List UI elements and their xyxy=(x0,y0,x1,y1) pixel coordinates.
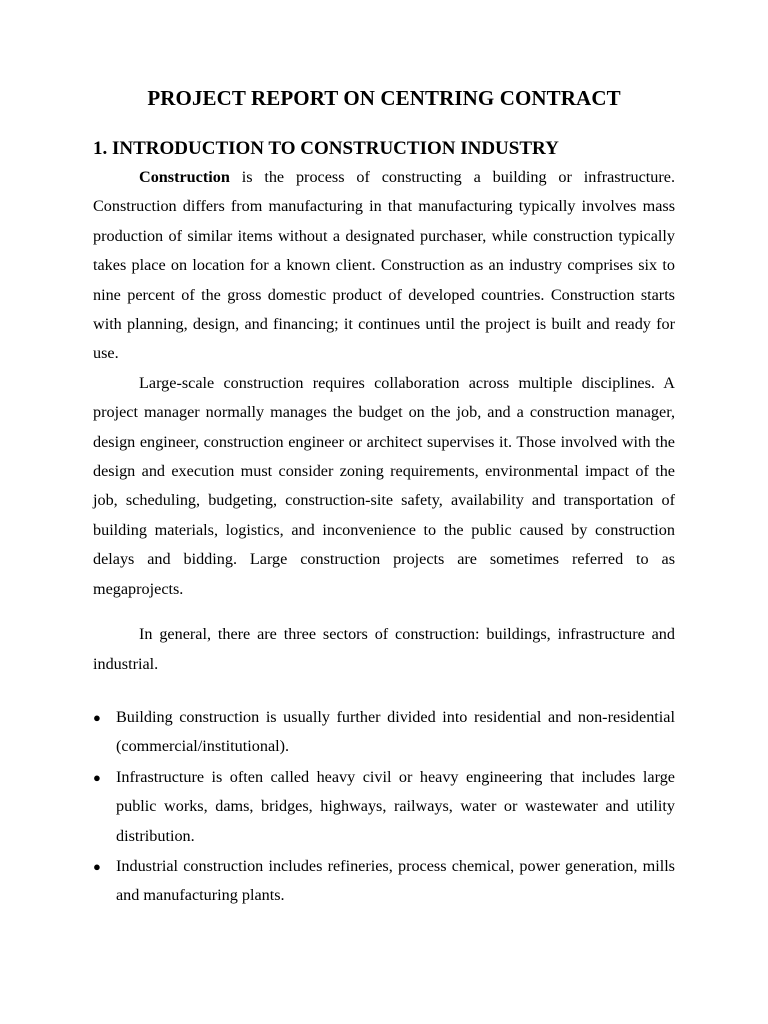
paragraph-sectors: In general, there are three sectors of construction: buildings, infrastructure and industrial. xyxy=(93,625,675,673)
bullet-icon: ● xyxy=(93,858,101,874)
list-item-text: Industrial construction includes refineries, process chemical, power generation, mills and manufacturing plants. xyxy=(116,856,675,905)
paragraph-intro xyxy=(93,163,675,369)
sectors-list xyxy=(93,703,675,911)
paragraph-intro-text: is the process of constructing a building or infrastructure. Construction differs from manufacturing in that manufacturing typically involves mass production of similar items without a designated purchaser, while construction typically takes place on location for a known client. Construction as an industry comprises six to nine percent of the gross domestic product of developed countries. Construction starts with planning, design, and financing; it continues until the project is built and ready for use. xyxy=(93,168,675,363)
list-item xyxy=(93,763,675,851)
document-title: PROJECT REPORT ON CENTRING CONTRACT xyxy=(147,86,621,110)
paragraph-large-scale: Large-scale construction requires collaboration across multiple disciplines. A project manager normally manages the budget on the job, and a construction manager, design engineer, construction engineer or architect supervises it. Those involved with the design and execution must consider zoning requirements, environmental impact of the job, scheduling, budgeting, construction-site safety, availability and transportation of building materials, logistics, and inconvenience to the public caused by construction delays and bidding. Large construction projects are sometimes referred to as megaprojects. xyxy=(93,373,675,598)
bullet-icon: ● xyxy=(93,709,101,725)
list-item-text: Infrastructure is often called heavy civil or heavy engineering that includes large public works, dams, bridges, highways, railways, water or wastewater and utility distribution. xyxy=(116,767,675,845)
list-item xyxy=(93,703,675,762)
section-heading: 1. INTRODUCTION TO CONSTRUCTION INDUSTRY xyxy=(93,138,559,159)
bullet-icon: ● xyxy=(93,769,101,785)
list-item-text: Building construction is usually further divided into residential and non-residential (commercial/institutional). xyxy=(116,707,675,756)
bold-lead-term: Construction xyxy=(139,168,230,186)
list-item xyxy=(93,852,675,911)
